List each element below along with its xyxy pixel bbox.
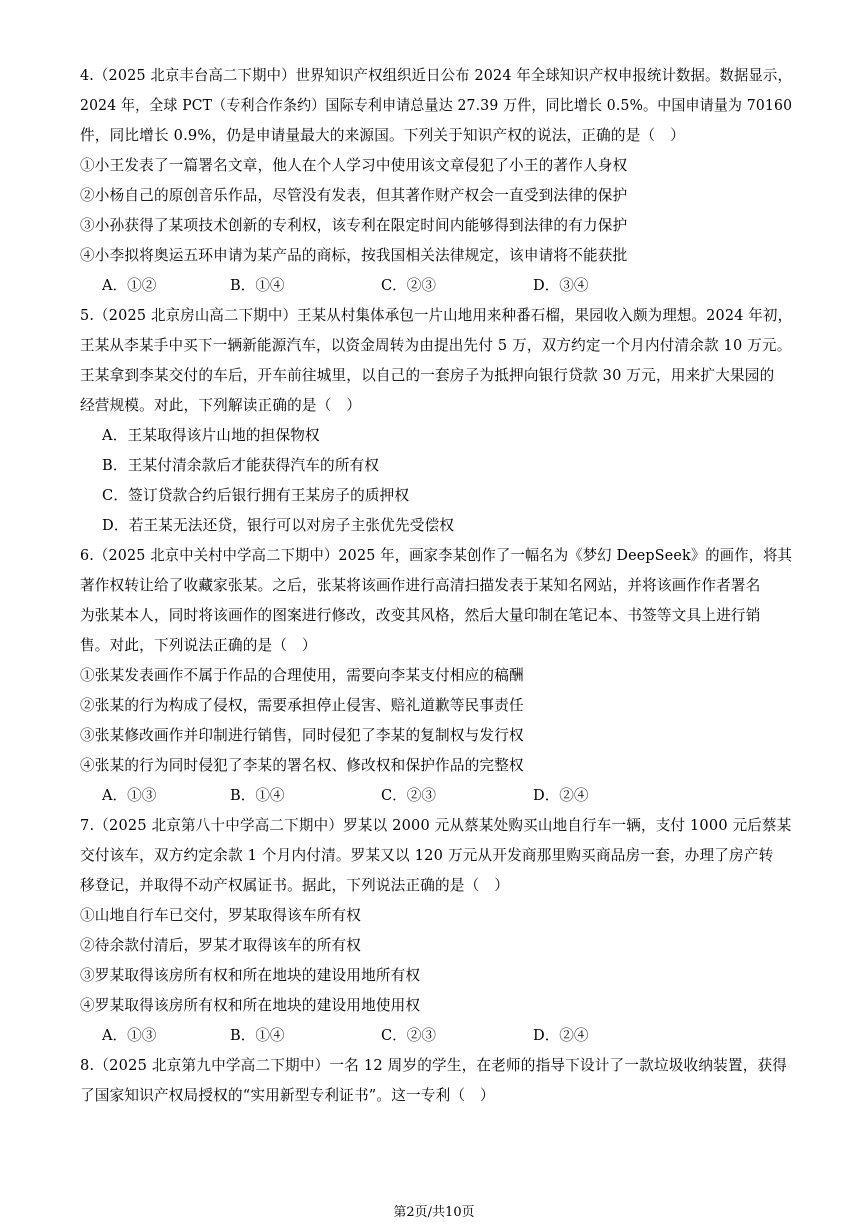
choice-c: C．②③ [381, 787, 436, 804]
choice-d: D．②④ [533, 1027, 589, 1044]
question-stem-line: 5.（2025 北京房山高二下期中）王某从村集体承包一片山地用来种番石榴，果园收入颇为理想。2024 年初， [80, 307, 793, 324]
page-number: 第2页/共10页 [393, 1205, 475, 1220]
question-stem-line: 著作权转让给了收藏家张某。之后，张某将该画作进行高清扫描发表于某知名网站，并将该画作作者署名 [80, 577, 761, 594]
question-stem-line: 移登记，并取得不动产权属证书。据此，下列说法正确的是（ ） [80, 877, 510, 894]
question-stem-line: 为张某本人，同时将该画作的图案进行修改，改变其风格，然后大量印制在笔记本、书签等文具上进行销 [80, 607, 761, 624]
choice-d: D．③④ [533, 277, 589, 294]
option-b: B．王某付清余款后才能获得汽车的所有权 [102, 457, 380, 474]
question-stem-line: 8.（2025 北京第九中学高二下期中）一名 12 周岁的学生，在老师的指导下设计了一款垃圾收纳装置，获得 [80, 1057, 788, 1074]
statement-2: ②待余款付清后，罗某才取得该车的所有权 [80, 937, 362, 954]
question-stem-line: 交付该车，双方约定余款 1 个月内付清。罗某又以 120 万元从开发商那里购买商品房一套，办理了房产转 [80, 847, 774, 864]
question-stem-line: 售。对此，下列说法正确的是（ ） [80, 637, 317, 654]
question-stem-line: 2024 年，全球 PCT（专利合作条约）国际专利申请总量达 27.39 万件，同比增长 0.5%。中国申请量为 70160 [80, 97, 793, 114]
question-stem-line: 经营规模。对此，下列解读正确的是（ ） [80, 397, 362, 414]
statement-1: ①山地自行车已交付，罗某取得该车所有权 [80, 907, 362, 924]
choice-d: D．②④ [533, 787, 589, 804]
statement-3: ③张某修改画作并印制进行销售，同时侵犯了李某的复制权与发行权 [80, 727, 524, 744]
option-a: A．王某取得该片山地的担保物权 [102, 427, 320, 444]
choice-c: C．②③ [381, 277, 436, 294]
statement-2: ②小杨自己的原创音乐作品，尽管没有发表，但其著作财产权会一直受到法律的保护 [80, 187, 628, 204]
statement-1: ①小王发表了一篇署名文章，他人在个人学习中使用该文章侵犯了小王的著作人身权 [80, 157, 628, 174]
statement-2: ②张某的行为构成了侵权，需要承担停止侵害、赔礼道歉等民事责任 [80, 697, 524, 714]
choice-c: C．②③ [381, 1027, 436, 1044]
choice-a: A．①③ [102, 787, 157, 804]
statement-3: ③小孙获得了某项技术创新的专利权，该专利在限定时间内能够得到法律的有力保护 [80, 217, 628, 234]
statement-3: ③罗某取得该房所有权和所在地块的建设用地所有权 [80, 967, 421, 984]
option-c: C．签订贷款合约后银行拥有王某房子的质押权 [102, 487, 410, 504]
question-stem-line: 6.（2025 北京中关村中学高二下期中）2025 年，画家李某创作了一幅名为《梦幻 DeepSeek》的画作，将其 [80, 547, 793, 564]
choice-b: B．①④ [230, 787, 285, 804]
statement-4: ④小李拟将奥运五环申请为某产品的商标，按我国相关法律规定，该申请将不能获批 [80, 247, 628, 264]
question-stem-line: 件，同比增长 0.9%，仍是申请量最大的来源国。下列关于知识产权的说法，正确的是（ ） [80, 127, 685, 144]
statement-4: ④张某的行为同时侵犯了李某的署名权、修改权和保护作品的完整权 [80, 757, 524, 774]
question-stem-line: 4.（2025 北京丰台高二下期中）世界知识产权组织近日公布 2024 年全球知识产权申报统计数据。数据显示， [80, 67, 793, 84]
question-stem-line: 7.（2025 北京第八十中学高二下期中）罗某以 2000 元从蔡某处购买山地自行车一辆，支付 1000 元后蔡某 [80, 817, 792, 834]
option-d: D．若王某无法还贷，银行可以对房子主张优先受偿权 [102, 517, 455, 534]
question-stem-line: 了国家知识产权局授权的“实用新型专利证书”。这一专利（ ） [80, 1087, 495, 1104]
statement-4: ④罗某取得该房所有权和所在地块的建设用地使用权 [80, 997, 421, 1014]
choice-a: A．①② [102, 277, 157, 294]
question-stem-line: 王某从李某手中买下一辆新能源汽车，以资金周转为由提出先付 5 万，双方约定一个月内付清余款 10 万元。 [80, 337, 792, 354]
statement-1: ①张某发表画作不属于作品的合理使用，需要向李某支付相应的稿酬 [80, 667, 524, 684]
question-stem-line: 王某拿到李某交付的车后，开车前往城里，以自己的一套房子为抵押向银行贷款 30 万元，用来扩大果园的 [80, 367, 775, 384]
choice-b: B．①④ [230, 1027, 285, 1044]
choice-a: A．①③ [102, 1027, 157, 1044]
choice-b: B．①④ [230, 277, 285, 294]
